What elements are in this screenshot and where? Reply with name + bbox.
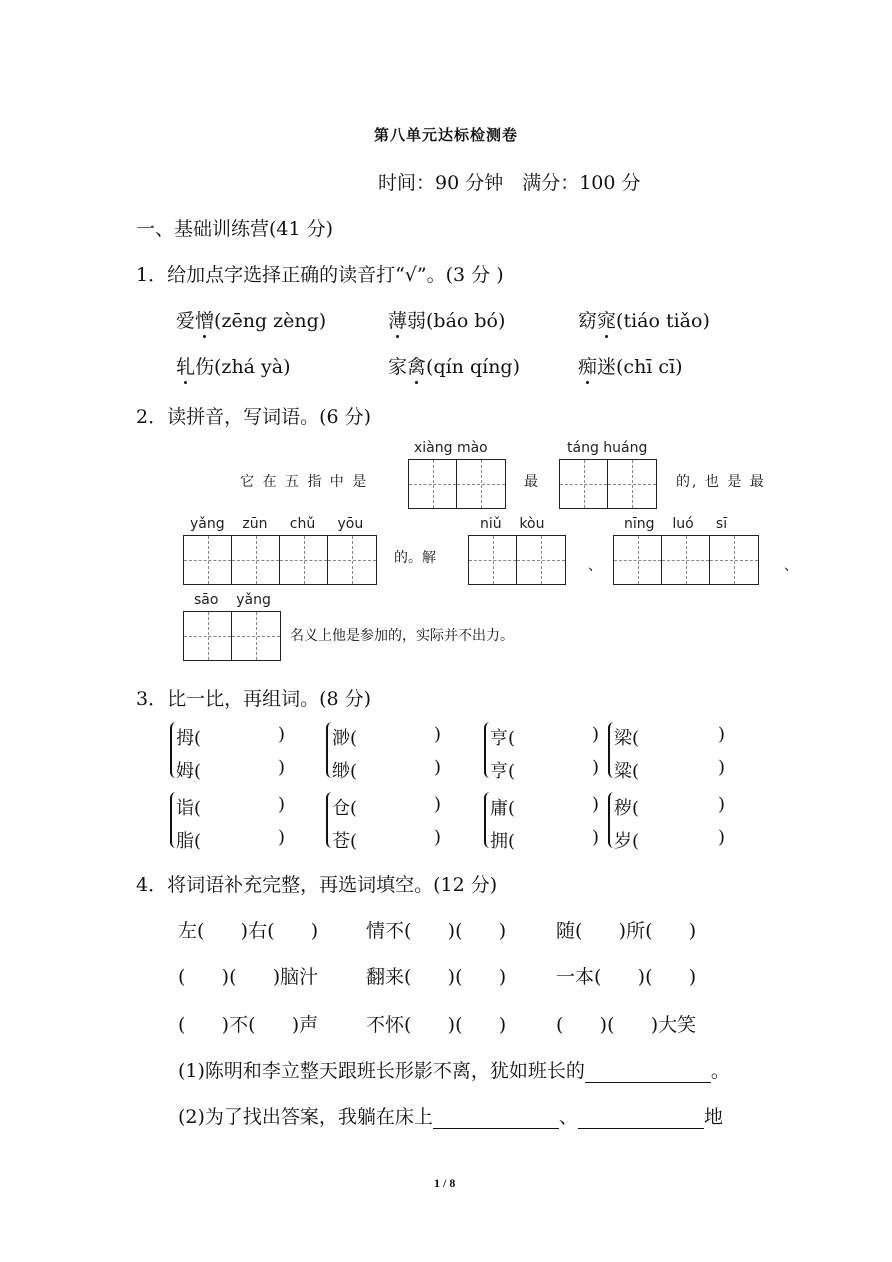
q1-item: 薄弱(báo bó) bbox=[388, 310, 506, 332]
writing-grid[interactable] bbox=[183, 535, 377, 585]
idiom-blank: 一本( )( ) bbox=[556, 966, 697, 988]
question-4-label: 4．将词语补充完整，再选词填空。(12 分) bbox=[136, 874, 498, 896]
q3-close: ) bbox=[718, 827, 726, 848]
writing-grid[interactable] bbox=[408, 459, 506, 509]
q3-pair: 渺( bbox=[332, 728, 358, 749]
q3-close: ) bbox=[278, 757, 286, 778]
q3-close: ) bbox=[718, 794, 726, 815]
q3-close: ) bbox=[592, 724, 600, 745]
pinyin: nīng luó sī bbox=[624, 516, 728, 532]
q3-pair: 亨( bbox=[490, 728, 516, 749]
q2-text: 名义上他是参加的，实际并不出力。 bbox=[290, 628, 514, 644]
q3-pair: 缈( bbox=[332, 761, 358, 782]
writing-grid[interactable] bbox=[183, 611, 281, 661]
idiom-blank: 随( )所( ) bbox=[556, 920, 697, 942]
q2-text: 的, 也 是 最 bbox=[676, 474, 766, 490]
q3-close: ) bbox=[718, 757, 726, 778]
writing-grid[interactable] bbox=[613, 535, 759, 585]
fill-sentence-2: (2)为了找出答案，我躺在床上 、 地 bbox=[178, 1106, 723, 1128]
q2-text: 、 bbox=[588, 558, 602, 574]
question-3-label: 3．比一比，再组词。(8 分) bbox=[136, 688, 372, 710]
idiom-blank: ( )( )大笑 bbox=[556, 1014, 697, 1036]
fill-sentence-1: (1)陈明和李立整天跟班长形影不离，犹如班长的 。 bbox=[178, 1060, 730, 1082]
exam-meta: 时间：90 分钟 满分：100 分 bbox=[378, 172, 641, 194]
writing-grid[interactable] bbox=[468, 535, 566, 585]
q3-pair: 粱( bbox=[614, 761, 640, 782]
q3-close: ) bbox=[278, 827, 286, 848]
q1-item: 爱憎(zēng zèng) bbox=[176, 310, 327, 332]
idiom-blank: ( )( )脑汁 bbox=[178, 966, 319, 988]
idiom-blank: 翻来( )( ) bbox=[366, 966, 507, 988]
q3-pair: 仓( bbox=[332, 798, 358, 819]
pinyin: niǔ kòu bbox=[480, 516, 545, 532]
q3-close: ) bbox=[592, 757, 600, 778]
q3-pair: 诣( bbox=[176, 798, 202, 819]
q3-pair: 拥( bbox=[490, 831, 516, 852]
q3-pair: 庸( bbox=[490, 798, 516, 819]
q3-close: ) bbox=[592, 827, 600, 848]
q3-close: ) bbox=[434, 724, 442, 745]
q1-item: 家禽(qín qíng) bbox=[388, 356, 521, 378]
q3-pair: 苍( bbox=[332, 831, 358, 852]
idiom-blank: ( )不( )声 bbox=[178, 1014, 319, 1036]
q2-text: 它 在 五 指 中 是 bbox=[240, 474, 369, 490]
q3-pair: 岁( bbox=[614, 831, 640, 852]
q1-item: 窈窕(tiáo tiǎo) bbox=[578, 310, 710, 332]
pinyin: sāo yǎng bbox=[194, 592, 271, 608]
q2-text: 的。解 bbox=[394, 550, 436, 566]
q1-item: 痴迷(chī cī) bbox=[578, 356, 683, 378]
q3-close: ) bbox=[434, 757, 442, 778]
writing-grid[interactable] bbox=[559, 459, 657, 509]
q3-close: ) bbox=[718, 724, 726, 745]
section-heading: 一、基础训练营(41 分) bbox=[136, 218, 334, 240]
q3-pair: 姆( bbox=[176, 761, 202, 782]
q2-text: 、 bbox=[784, 558, 798, 574]
answer-blank[interactable] bbox=[585, 1064, 711, 1083]
pinyin: táng huáng bbox=[567, 440, 648, 456]
q2-text: 最 bbox=[524, 474, 538, 490]
q3-pair: 脂( bbox=[176, 831, 202, 852]
pinyin: yǎng zūn chǔ yōu bbox=[190, 516, 364, 532]
q1-item: 轧伤(zhá yà) bbox=[176, 356, 291, 378]
page-number: 1 / 8 bbox=[434, 1176, 456, 1190]
q3-close: ) bbox=[278, 724, 286, 745]
q3-pair: 亨( bbox=[490, 761, 516, 782]
q3-pair: 拇( bbox=[176, 728, 202, 749]
page-title: 第八单元达标检测卷 bbox=[374, 126, 519, 144]
q3-close: ) bbox=[434, 827, 442, 848]
q3-pair: 梁( bbox=[614, 728, 640, 749]
question-1-label: 1．给加点字选择正确的读音打“√”。(3 分 ) bbox=[136, 264, 504, 286]
answer-blank[interactable] bbox=[578, 1110, 704, 1129]
pinyin: xiàng mào bbox=[414, 440, 488, 456]
q3-pair: 秽( bbox=[614, 798, 640, 819]
q3-close: ) bbox=[434, 794, 442, 815]
idiom-blank: 左( )右( ) bbox=[178, 920, 319, 942]
idiom-blank: 不怀( )( ) bbox=[366, 1014, 507, 1036]
answer-blank[interactable] bbox=[433, 1110, 559, 1129]
q3-close: ) bbox=[592, 794, 600, 815]
q3-close: ) bbox=[278, 794, 286, 815]
question-2-label: 2．读拼音，写词语。(6 分) bbox=[136, 406, 372, 428]
idiom-blank: 情不( )( ) bbox=[366, 920, 507, 942]
